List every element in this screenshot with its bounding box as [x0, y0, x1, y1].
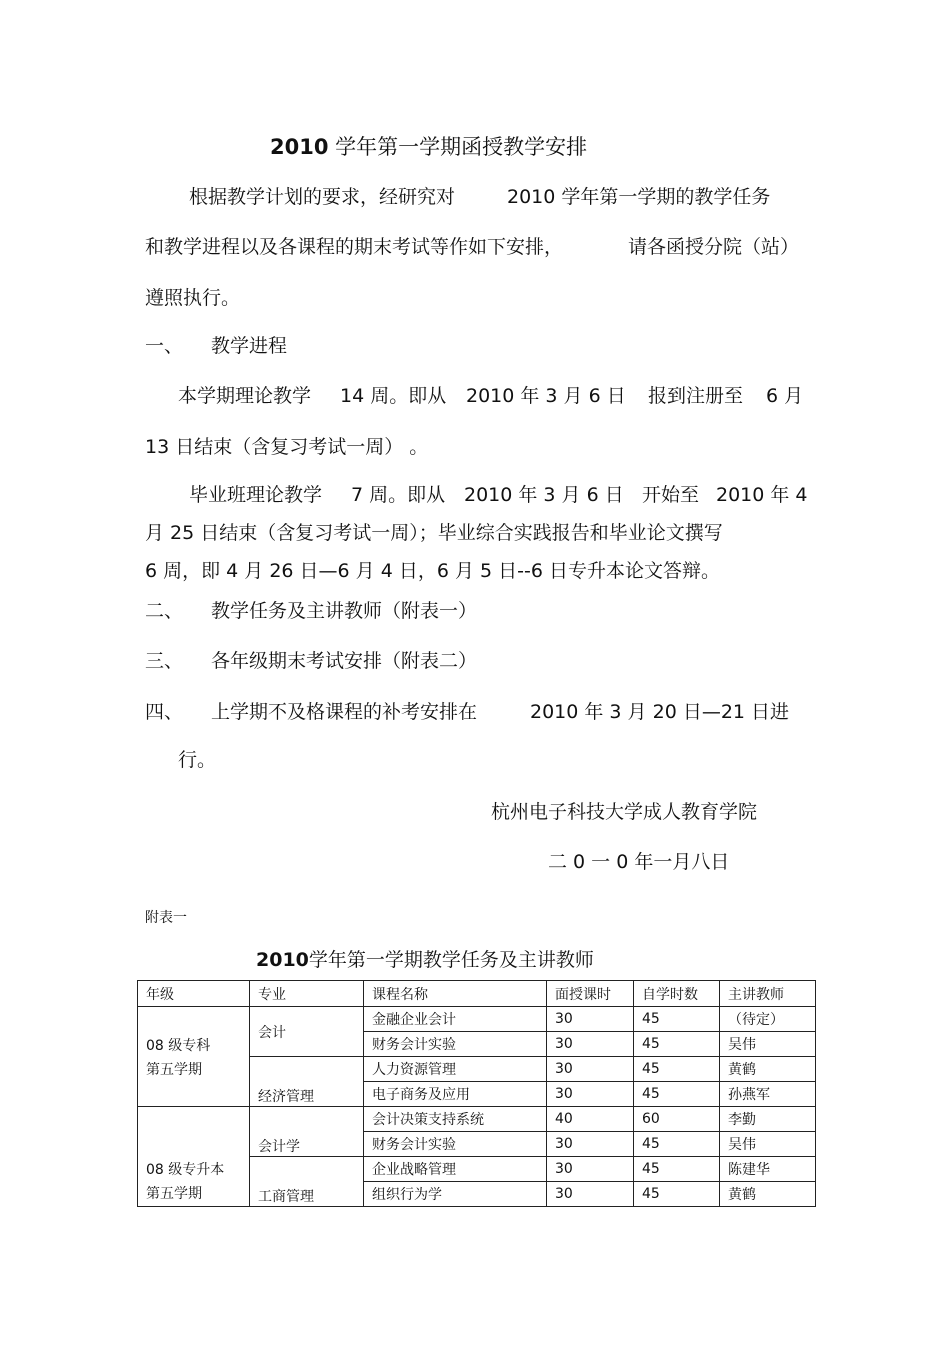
- para-2-line-1a: 毕业班理论教学: [189, 484, 323, 506]
- intro-line-2b: 请各函授分院（站）: [628, 236, 800, 258]
- para-2-line-2: 月 25 日结束（含复习考试一周）；毕业综合实践报告和毕业论文撰写: [145, 522, 723, 544]
- teacher-cell: 孙燕军: [720, 1082, 816, 1107]
- para-2-line-1e: 2010 年 4: [716, 484, 808, 506]
- teacher-cell: 陈建华: [720, 1157, 816, 1182]
- course-cell: 电子商务及应用: [364, 1082, 547, 1107]
- para-1-line-1e: 6 月: [766, 385, 804, 407]
- self-hours-cell: 45: [634, 1032, 720, 1057]
- document-title: [270, 131, 587, 161]
- para-1-line-2: 13 日结束（含复习考试一周） 。: [145, 436, 429, 458]
- teacher-cell: 黄鹤: [720, 1182, 816, 1207]
- header-self-hours: 自学时数: [634, 981, 720, 1007]
- section-2-number: 二、: [145, 600, 184, 622]
- title-year: 2010: [270, 135, 329, 159]
- major-cell: 经济管理: [250, 1057, 364, 1107]
- face-hours-cell: 30: [547, 1157, 634, 1182]
- grade-line-2: 第五学期: [146, 1186, 202, 1202]
- para-2-line-1b: 7 周。即从: [351, 484, 446, 506]
- header-major: 专业: [250, 981, 364, 1007]
- self-hours-cell: 60: [634, 1107, 720, 1132]
- table-title-year: 2010: [256, 949, 309, 971]
- title-text: 学年第一学期函授教学安排: [328, 135, 588, 159]
- intro-line-1a: 根据教学计划的要求，经研究对: [189, 186, 456, 208]
- section-2-title: 教学任务及主讲教师（附表一）: [211, 600, 478, 622]
- course-cell: 金融企业会计: [364, 1007, 547, 1032]
- para-2-line-1d: 开始至: [642, 484, 700, 506]
- table-title-text: 学年第一学期教学任务及主讲教师: [308, 949, 594, 971]
- section-1-number: 一、: [145, 335, 184, 357]
- section-3-title: 各年级期末考试安排（附表二）: [211, 650, 478, 672]
- self-hours-cell: 45: [634, 1182, 720, 1207]
- section-4-line-2: 行。: [178, 749, 217, 771]
- para-1-line-1b: 14 周。即从: [340, 385, 447, 407]
- signature-org: 杭州电子科技大学成人教育学院: [491, 801, 758, 823]
- course-cell: 会计决策支持系统: [364, 1107, 547, 1132]
- course-cell: 人力资源管理: [364, 1057, 547, 1082]
- para-2-line-3: 6 周，即 4 月 26 日—6 月 4 日，6 月 5 日--6 日专升本论文答辩。: [145, 560, 720, 582]
- teacher-cell: 吴伟: [720, 1132, 816, 1157]
- course-cell: 企业战略管理: [364, 1157, 547, 1182]
- course-cell: 组织行为学: [364, 1182, 547, 1207]
- grade-line-2: 第五学期: [146, 1061, 202, 1078]
- teacher-cell: 李勤: [720, 1107, 816, 1132]
- grade-line-1: 08 级专升本: [146, 1162, 225, 1178]
- header-course: 课程名称: [364, 981, 547, 1007]
- teacher-cell: 黄鹤: [720, 1057, 816, 1082]
- face-hours-cell: 30: [547, 1132, 634, 1157]
- self-hours-cell: 45: [634, 1007, 720, 1032]
- grade-cell: [138, 1007, 250, 1107]
- teacher-cell: （待定）: [720, 1007, 816, 1032]
- header-teacher: 主讲教师: [720, 981, 816, 1007]
- face-hours-cell: 30: [547, 1057, 634, 1082]
- header-grade: 年级: [138, 981, 250, 1007]
- appendix-label: 附表一: [145, 910, 187, 926]
- para-1-line-1a: 本学期理论教学: [178, 385, 312, 407]
- self-hours-cell: 45: [634, 1082, 720, 1107]
- intro-line-1b: 2010 学年第一学期的教学任务: [507, 186, 771, 208]
- major-cell: 工商管理: [250, 1157, 364, 1207]
- section-1-title: 教学进程: [211, 335, 288, 357]
- table-title: [256, 945, 594, 972]
- face-hours-cell: 40: [547, 1107, 634, 1132]
- para-1-line-1d: 报到注册至: [648, 385, 744, 407]
- para-2-line-1c: 2010 年 3 月 6 日: [464, 484, 624, 506]
- major-cell: 会计: [250, 1007, 364, 1057]
- intro-line-2a: 和教学进程以及各课程的期末考试等作如下安排，: [145, 236, 564, 258]
- section-4-title-a: 上学期不及格课程的补考安排在: [211, 701, 478, 723]
- self-hours-cell: 45: [634, 1057, 720, 1082]
- intro-line-3: 遵照执行。: [145, 287, 241, 309]
- teacher-cell: 吴伟: [720, 1032, 816, 1057]
- section-4-number: 四、: [145, 701, 184, 723]
- table-row: [138, 1007, 816, 1032]
- table-header-row: [138, 981, 816, 1007]
- self-hours-cell: 45: [634, 1157, 720, 1182]
- face-hours-cell: 30: [547, 1182, 634, 1207]
- signature-date: 二 0 一 0 年一月八日: [548, 851, 730, 873]
- course-cell: 财务会计实验: [364, 1032, 547, 1057]
- course-cell: 财务会计实验: [364, 1132, 547, 1157]
- section-4-title-b: 2010 年 3 月 20 日—21 日进: [530, 701, 790, 723]
- table-row: [138, 1107, 816, 1132]
- header-face-hours: 面授课时: [547, 981, 634, 1007]
- para-1-line-1c: 2010 年 3 月 6 日: [466, 385, 626, 407]
- face-hours-cell: 30: [547, 1032, 634, 1057]
- teaching-schedule-table: [137, 980, 816, 1207]
- face-hours-cell: 30: [547, 1007, 634, 1032]
- section-3-number: 三、: [145, 650, 184, 672]
- grade-cell: [138, 1107, 250, 1207]
- face-hours-cell: 30: [547, 1082, 634, 1107]
- major-cell: 会计学: [250, 1107, 364, 1157]
- grade-line-1: 08 级专科: [146, 1037, 211, 1054]
- self-hours-cell: 45: [634, 1132, 720, 1157]
